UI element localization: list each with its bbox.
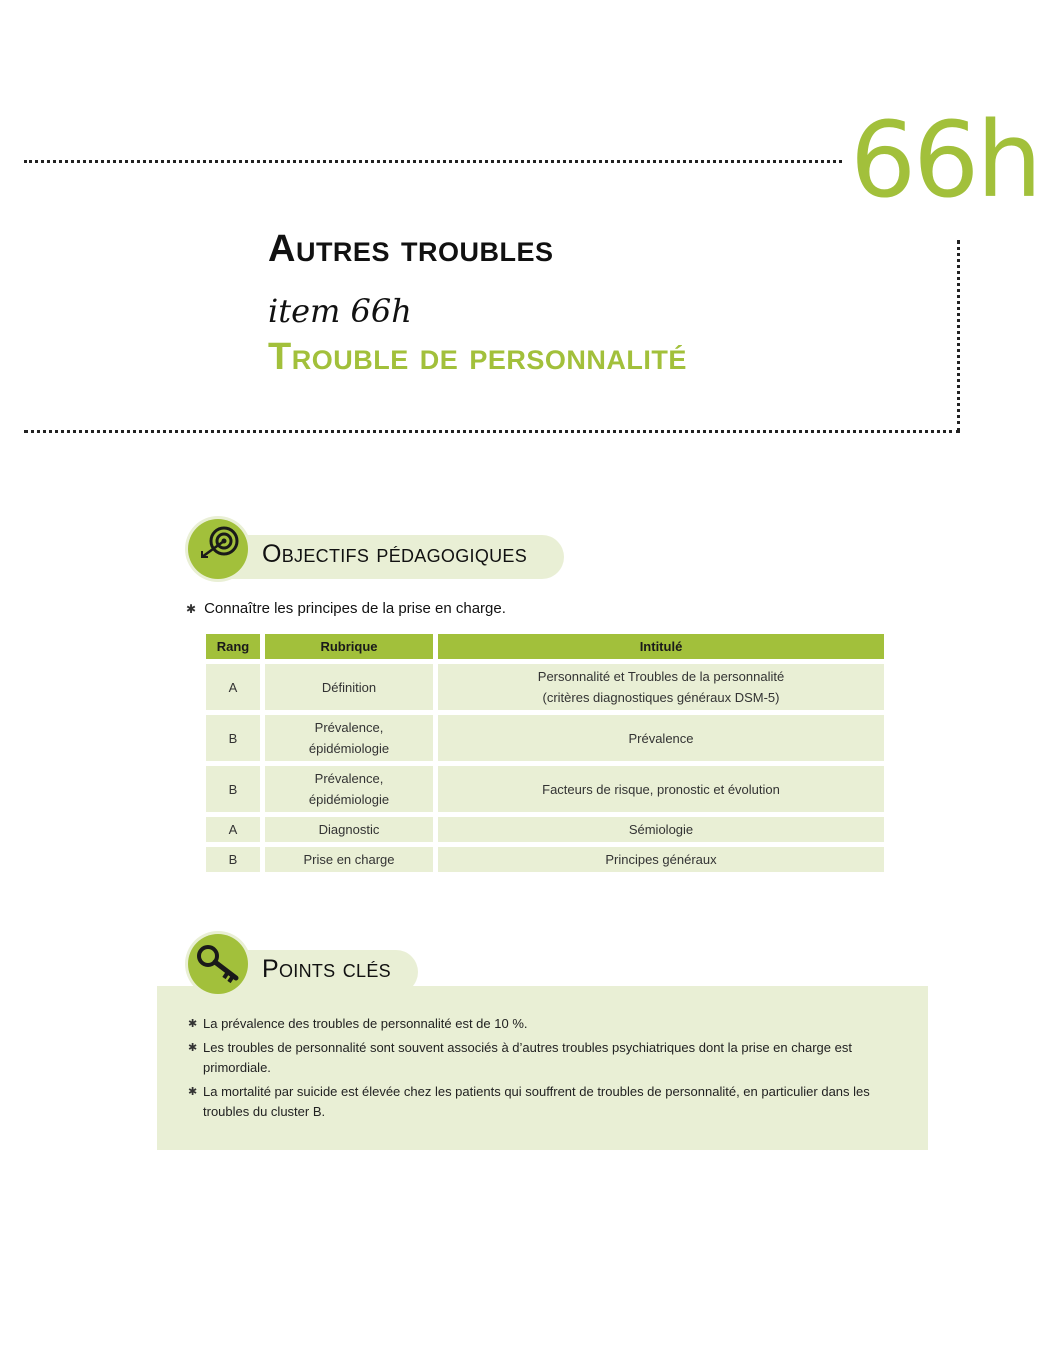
chapter-subtitle: Trouble de personnalité	[268, 336, 687, 378]
objectives-bullet	[186, 600, 506, 617]
list-item	[188, 1014, 903, 1034]
key-points-heading: Points clés	[262, 955, 391, 983]
objectives-table	[201, 629, 889, 877]
table-row	[206, 664, 884, 710]
key-point-text: Les troubles de personnalité sont souvent associés à d’autres troubles psychiatriques dont la prise en charge est primordiale.	[203, 1040, 852, 1075]
cell-rubrique	[265, 715, 433, 761]
cell-intitule-line: Personnalité et Troubles de la personnalité	[537, 669, 785, 684]
cell-intitule-line: (critères diagnostiques généraux DSM-5)	[542, 690, 780, 705]
dotted-rule-top	[24, 160, 842, 163]
asterisk-icon: ✱	[188, 1042, 198, 1054]
table-row	[206, 766, 884, 812]
cell-rang: A	[206, 817, 260, 842]
header-rubrique: Rubrique	[265, 634, 433, 659]
cell-rubrique	[265, 766, 433, 812]
cell-rang: B	[206, 766, 260, 812]
chapter-number: 66h	[850, 99, 1040, 221]
table-header-row	[206, 634, 884, 659]
cell-intitule: Prévalence	[438, 715, 884, 761]
cell-rubrique: Définition	[265, 664, 433, 710]
cell-rubrique-line: Prévalence,	[314, 720, 384, 735]
key-icon	[188, 934, 248, 994]
table-row	[206, 715, 884, 761]
dotted-rule-bottom	[24, 430, 960, 433]
target-icon	[188, 519, 248, 579]
key-point-text: La prévalence des troubles de personnalité est de 10 %.	[203, 1016, 528, 1031]
list-item	[188, 1082, 903, 1122]
asterisk-icon: ✱	[188, 1018, 198, 1030]
chapter-title: Autres troubles	[268, 228, 554, 270]
cell-rubrique: Prise en charge	[265, 847, 433, 872]
header-rang: Rang	[206, 634, 260, 659]
cell-rubrique-line: épidémiologie	[308, 741, 390, 756]
cell-intitule: Facteurs de risque, pronostic et évolution	[438, 766, 884, 812]
asterisk-icon: ✱	[186, 602, 197, 616]
objectives-heading: Objectifs pédagogiques	[262, 540, 528, 568]
cell-intitule: Principes généraux	[438, 847, 884, 872]
cell-rang: B	[206, 847, 260, 872]
header-intitule: Intitulé	[438, 634, 884, 659]
list-item	[188, 1038, 903, 1078]
table-row	[206, 847, 884, 872]
cell-intitule: Sémiologie	[438, 817, 884, 842]
cell-rubrique-line: épidémiologie	[308, 792, 390, 807]
table-row	[206, 817, 884, 842]
cell-rang: A	[206, 664, 260, 710]
key-point-text: La mortalité par suicide est élevée chez les patients qui souffrent de troubles de personnalité, en particulier dans les troubles du cluster B.	[203, 1084, 870, 1119]
objectives-bullet-text: Connaître les principes de la prise en charge.	[204, 600, 506, 617]
cell-rubrique-line: Prévalence,	[314, 771, 384, 786]
cell-rang: B	[206, 715, 260, 761]
cell-intitule	[438, 664, 884, 710]
item-label: item 66h	[268, 292, 412, 330]
dotted-rule-right	[957, 240, 960, 432]
cell-rubrique: Diagnostic	[265, 817, 433, 842]
asterisk-icon: ✱	[188, 1086, 198, 1098]
